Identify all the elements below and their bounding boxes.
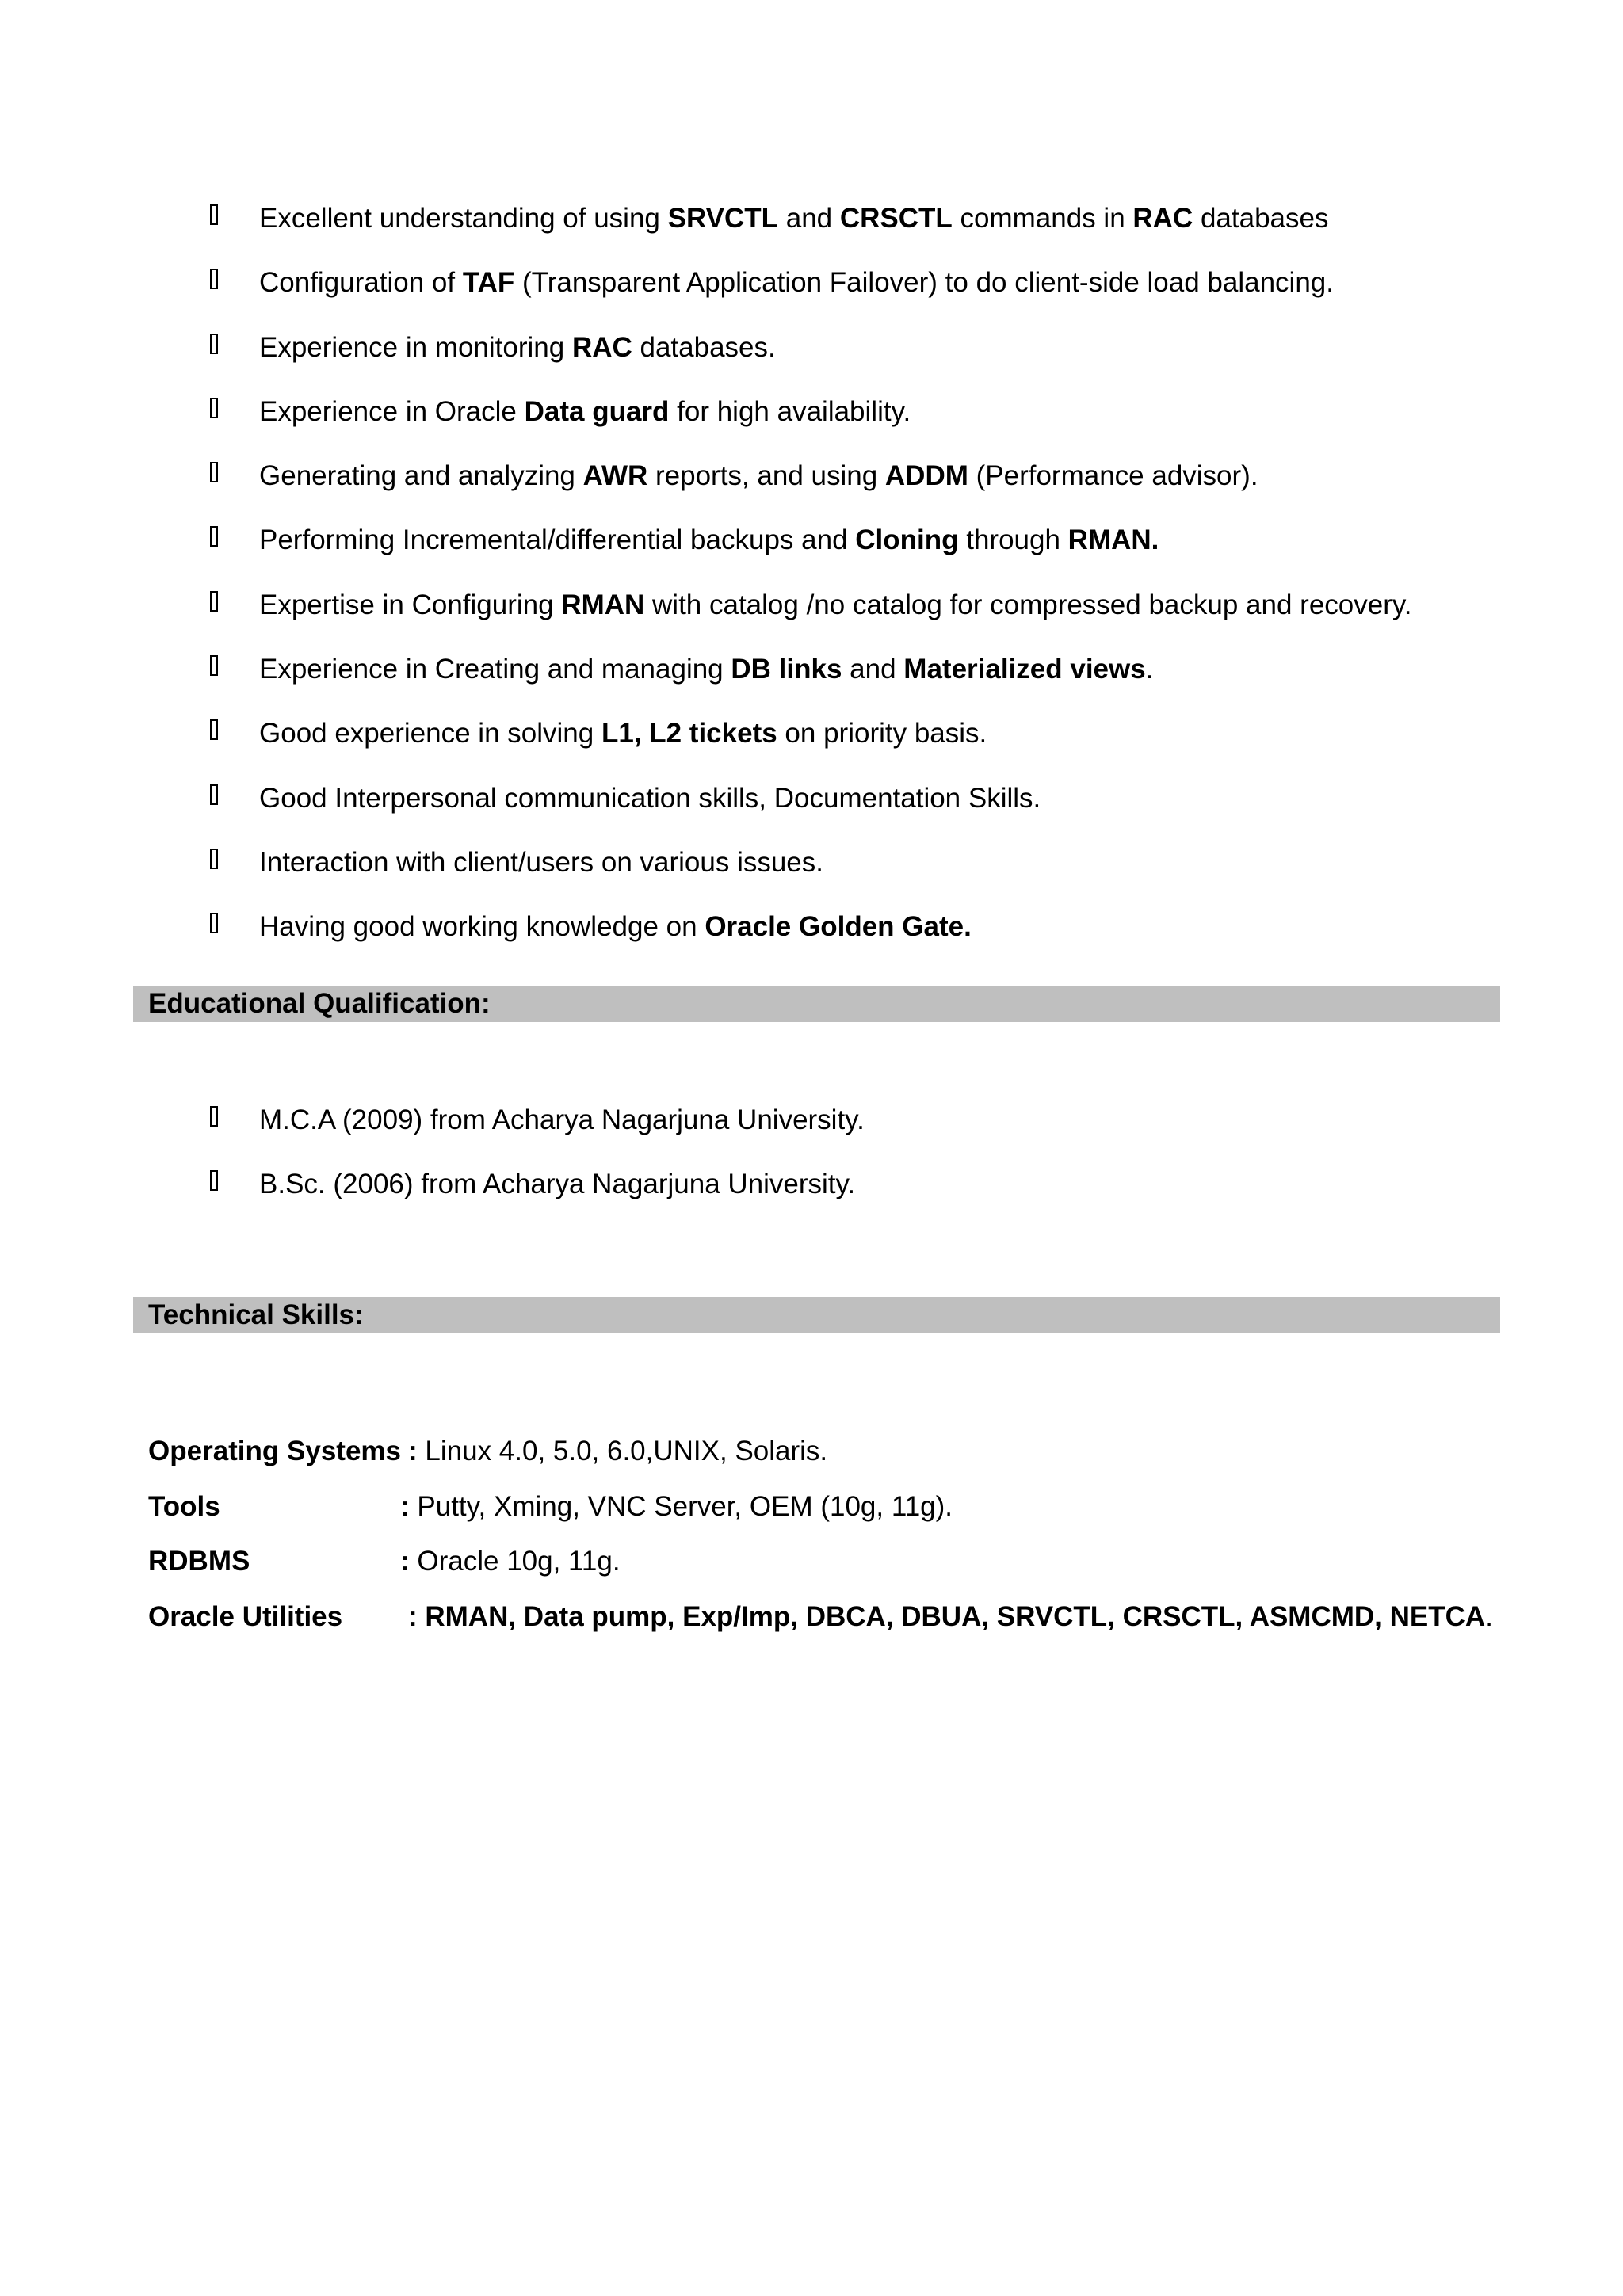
text-segment: .: [1485, 1601, 1493, 1633]
skill-label: Oracle Utilities: [148, 1601, 343, 1633]
bullet-box-icon: [210, 655, 218, 676]
text-segment: through: [958, 524, 1068, 556]
bold-text-segment: Materialized views: [903, 654, 1146, 685]
bold-text-segment: RAC: [571, 331, 632, 363]
bullet-box-icon: [210, 591, 218, 612]
text-segment: Experience in Creating and managing: [259, 654, 731, 685]
text-segment: Excellent understanding of using: [259, 203, 668, 234]
bullet-text: [259, 200, 1328, 238]
bullet-text: [259, 780, 1041, 818]
bullet-box-icon: [210, 398, 218, 418]
bold-text-segment: RMAN: [561, 589, 645, 620]
skill-value: [408, 1432, 827, 1470]
text-segment: commands in: [952, 203, 1133, 234]
text-segment: and: [778, 203, 840, 234]
bullet-text: [259, 586, 1412, 624]
text-segment: Good Interpersonal communication skills, Documentation Skills.: [259, 782, 1041, 814]
text-segment: (Performance advisor).: [968, 460, 1258, 492]
bullet-text: [259, 457, 1258, 495]
text-segment: Putty, Xming, VNC Server, OEM (10g, 11g).: [417, 1490, 953, 1522]
bullet-box-icon: [210, 849, 218, 869]
bold-text-segment: Oracle Golden Gate.: [705, 911, 972, 943]
bullet-box-icon: [210, 1106, 218, 1127]
bullet-box-icon: [210, 269, 218, 289]
bold-text-segment: SRVCTL: [667, 203, 778, 234]
bullet-text: [259, 329, 776, 367]
skill-label: Tools: [148, 1490, 220, 1522]
text-segment: Expertise in Configuring: [259, 589, 562, 620]
bold-text-segment: Cloning: [855, 524, 959, 556]
bullet-box-icon: [210, 719, 218, 740]
bullet-text: [259, 844, 823, 882]
bold-text-segment: CRSCTL: [839, 203, 953, 234]
text-segment: Having good working knowledge on: [259, 911, 705, 943]
technical-skills-section-title: Technical Skills:: [148, 1299, 364, 1330]
education-section-title: Educational Qualification:: [148, 988, 491, 1019]
bold-text-segment: AWR: [582, 460, 648, 492]
text-segment: .: [1145, 654, 1154, 685]
bold-text-segment: TAF: [462, 267, 515, 299]
skill-label: RDBMS: [148, 1546, 250, 1577]
bold-text-segment: RMAN.: [1067, 524, 1159, 556]
skill-value: [408, 1598, 1493, 1636]
technical-skills-section-header: [133, 1297, 1500, 1333]
bullet-text: [259, 650, 1153, 688]
text-segment: Performing Incremental/differential backups and: [259, 524, 856, 556]
bold-text-segment: ADDM: [884, 460, 968, 492]
bullet-box-icon: [210, 526, 218, 547]
bullet-text: [259, 715, 987, 753]
text-segment: Interaction with client/users on various issues.: [259, 846, 823, 878]
bold-text-segment: :: [400, 1490, 418, 1522]
bullet-box-icon: [210, 204, 218, 225]
text-segment: Experience in Oracle: [259, 395, 525, 427]
education-section-header: [133, 986, 1500, 1022]
text-segment: databases.: [632, 331, 776, 363]
bold-text-segment: L1, L2 tickets: [601, 718, 777, 749]
text-segment: reports, and using: [647, 460, 885, 492]
text-segment: Linux 4.0, 5.0, 6.0,UNIX, Solaris.: [425, 1436, 828, 1466]
text-segment: (Transparent Application Failover) to do client-side load balancing.: [514, 267, 1334, 299]
text-segment: and: [842, 654, 904, 685]
text-segment: Generating and analyzing: [259, 460, 583, 492]
bold-text-segment: DB links: [731, 654, 842, 685]
bullet-text: [259, 264, 1334, 302]
text-segment: Good experience in solving: [259, 718, 601, 749]
bold-text-segment: :: [408, 1436, 426, 1466]
text-segment: with catalog /no catalog for compressed backup and recovery.: [644, 589, 1412, 620]
bullet-box-icon: [210, 913, 218, 933]
text-segment: Experience in monitoring: [259, 331, 572, 363]
skill-value: [400, 1543, 621, 1581]
text-segment: Oracle 10g, 11g.: [417, 1546, 621, 1577]
bullet-text: B.Sc. (2006) from Acharya Nagarjuna University.: [259, 1169, 856, 1200]
bullet-box-icon: [210, 334, 218, 354]
bullet-box-icon: [210, 462, 218, 482]
text-segment: for high availability.: [669, 395, 911, 427]
text-segment: on priority basis.: [777, 718, 987, 749]
bold-text-segment: RAC: [1132, 203, 1193, 234]
bullet-text: [259, 393, 911, 431]
bullet-text: M.C.A (2009) from Acharya Nagarjuna University.: [259, 1104, 865, 1135]
bold-text-segment: :: [400, 1546, 418, 1577]
bullet-box-icon: [210, 1170, 218, 1191]
skill-label: Operating Systems: [148, 1436, 401, 1466]
bullet-text: [259, 908, 972, 946]
bullet-box-icon: [210, 784, 218, 805]
text-segment: Configuration of: [259, 267, 463, 299]
text-segment: databases: [1193, 203, 1329, 234]
bullet-text: [259, 521, 1159, 559]
bold-text-segment: : RMAN, Data pump, Exp/Imp, DBCA, DBUA, SRVCTL, CRSCTL, ASMCMD, NETCA: [408, 1601, 1486, 1633]
bold-text-segment: Data guard: [524, 395, 670, 427]
skill-value: [400, 1488, 953, 1526]
